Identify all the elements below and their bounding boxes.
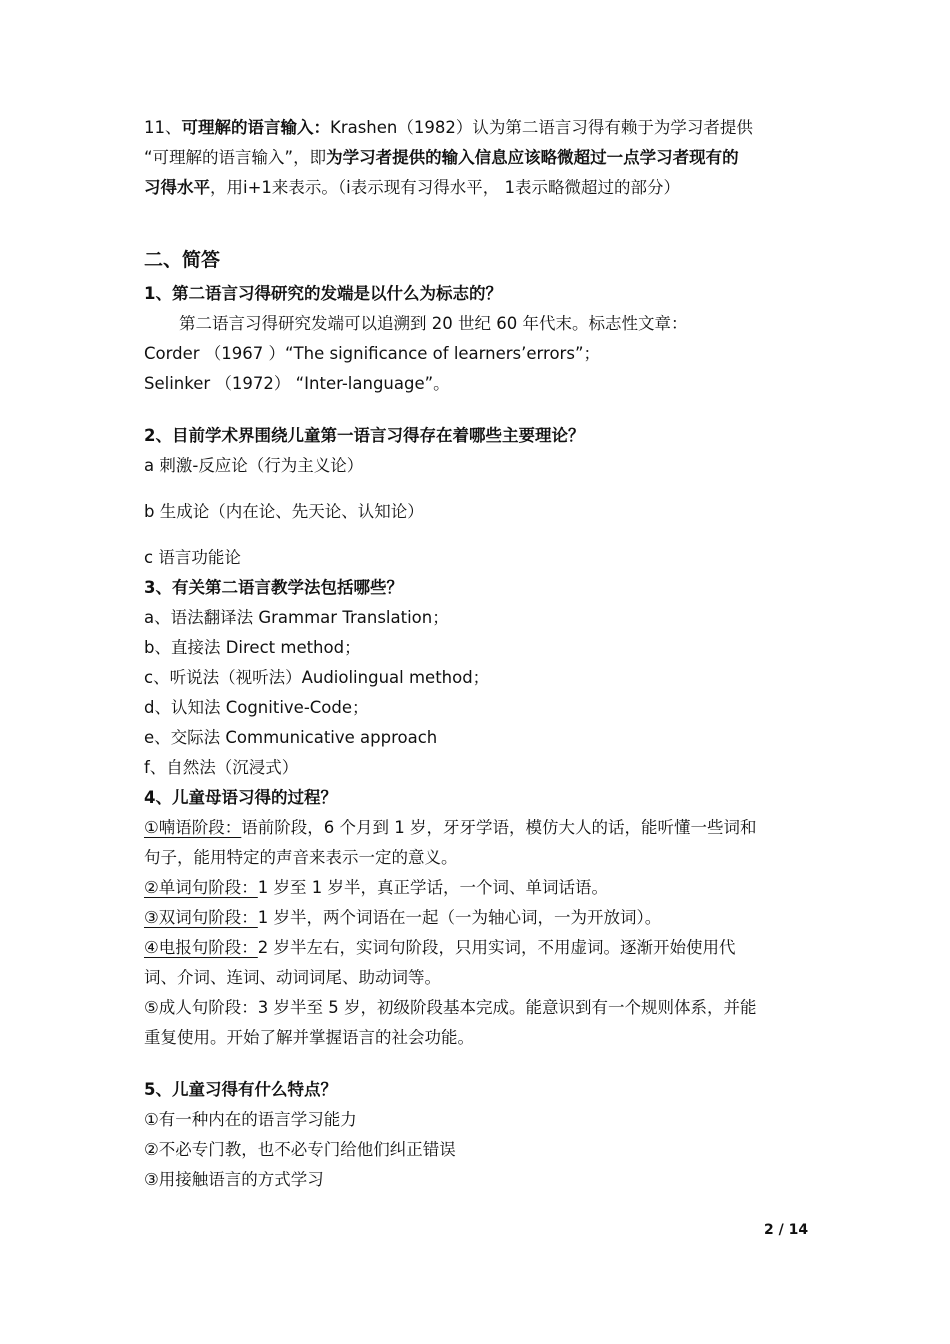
question-5-title: 5、儿童习得有什么特点？: [144, 1080, 337, 1099]
stage-4-continued: 词、介词、连词、动词词尾、助动词等。: [144, 968, 441, 987]
page-number: 2 / 14: [764, 1222, 809, 1238]
question-4-title: 4、儿童母语习得的过程？: [144, 788, 337, 807]
list-item: c 语言功能论: [144, 548, 241, 567]
list-item: ①有一种内在的语言学习能力: [144, 1110, 357, 1129]
definition-11-line-2: [144, 147, 739, 169]
stage-3: [144, 907, 661, 929]
definition-text: “可理解的语言输入”，即: [144, 148, 327, 167]
answer-text: Corder （1967 ）“The significance of learners’errors”；: [144, 344, 600, 363]
stage-label: ③双词句阶段：: [144, 908, 258, 927]
list-item: e、交际法 Communicative approach: [144, 728, 438, 747]
definition-11-line-1: [144, 117, 753, 139]
list-item: ②不必专门教，也不必专门给他们纠正错误: [144, 1140, 456, 1159]
stage-5: ⑤成人句阶段：3 岁半至 5 岁，初级阶段基本完成。能意识到有一个规则体系，并能: [144, 998, 757, 1017]
list-item: d、认知法 Cognitive-Code；: [144, 698, 369, 717]
stage-1: [144, 817, 757, 839]
stage-text: 1 岁至 1 岁半，真正学话，一个词、单词话语。: [257, 878, 609, 897]
answer-text: 第二语言习得研究发端可以追溯到 20 世纪 60 年代末。标志性文章：: [179, 314, 688, 333]
list-item: a、语法翻译法 Grammar Translation；: [144, 608, 449, 627]
list-item: b、直接法 Direct method；: [144, 638, 361, 657]
list-item: f、自然法（沉浸式）: [144, 758, 299, 777]
stage-label: ④电报句阶段：: [144, 938, 258, 957]
stage-text: 2 岁半左右，实词句阶段，只用实词，不用虚词。逐渐开始使用代: [257, 938, 736, 957]
stage-5-continued: 重复使用。开始了解并掌握语言的社会功能。: [144, 1028, 474, 1047]
definition-11-line-3: [144, 177, 680, 199]
definition-text: ，用i+1来表示。（i表示现有习得水平， 1表示略微超过的部分）: [210, 178, 680, 197]
section-heading: 二、简答: [144, 249, 221, 271]
stage-label: ②单词句阶段：: [144, 878, 258, 897]
stage-4: [144, 937, 736, 959]
definition-emphasis: 为学习者提供的输入信息应该略微超过一点学习者现有的: [326, 148, 739, 167]
list-item: c、听说法（视听法）Audiolingual method；: [144, 668, 490, 687]
stage-text: 1 岁半，两个词语在一起（一为轴心词，一为开放词）。: [257, 908, 662, 927]
definition-text: Krashen（1982）认为第二语言习得有赖于为学习者提供: [330, 118, 753, 137]
question-2-title: 2、目前学术界围绕儿童第一语言习得存在着哪些主要理论？: [144, 426, 585, 445]
stage-2: [144, 877, 608, 899]
answer-text: Selinker （1972） “Inter-language”。: [144, 374, 450, 393]
definition-term: 可理解的语言输入：: [181, 118, 330, 137]
stage-text: 语前阶段，6 个月到 1 岁，牙牙学语，模仿大人的话，能听懂一些词和: [241, 818, 757, 837]
definition-emphasis: 习得水平: [144, 178, 210, 197]
stage-1-continued: 句子，能用特定的声音来表示一定的意义。: [144, 848, 458, 867]
stage-label: ①喃语阶段：: [144, 818, 242, 837]
question-1-title: 1、第二语言习得研究的发端是以什么为标志的？: [144, 284, 502, 303]
definition-number: 11、: [144, 118, 182, 137]
list-item: b 生成论（内在论、先天论、认知论）: [144, 502, 424, 521]
list-item: a 刺激-反应论（行为主义论）: [144, 456, 364, 475]
question-3-title: 3、有关第二语言教学法包括哪些？: [144, 578, 403, 597]
list-item: ③用接触语言的方式学习: [144, 1170, 324, 1189]
